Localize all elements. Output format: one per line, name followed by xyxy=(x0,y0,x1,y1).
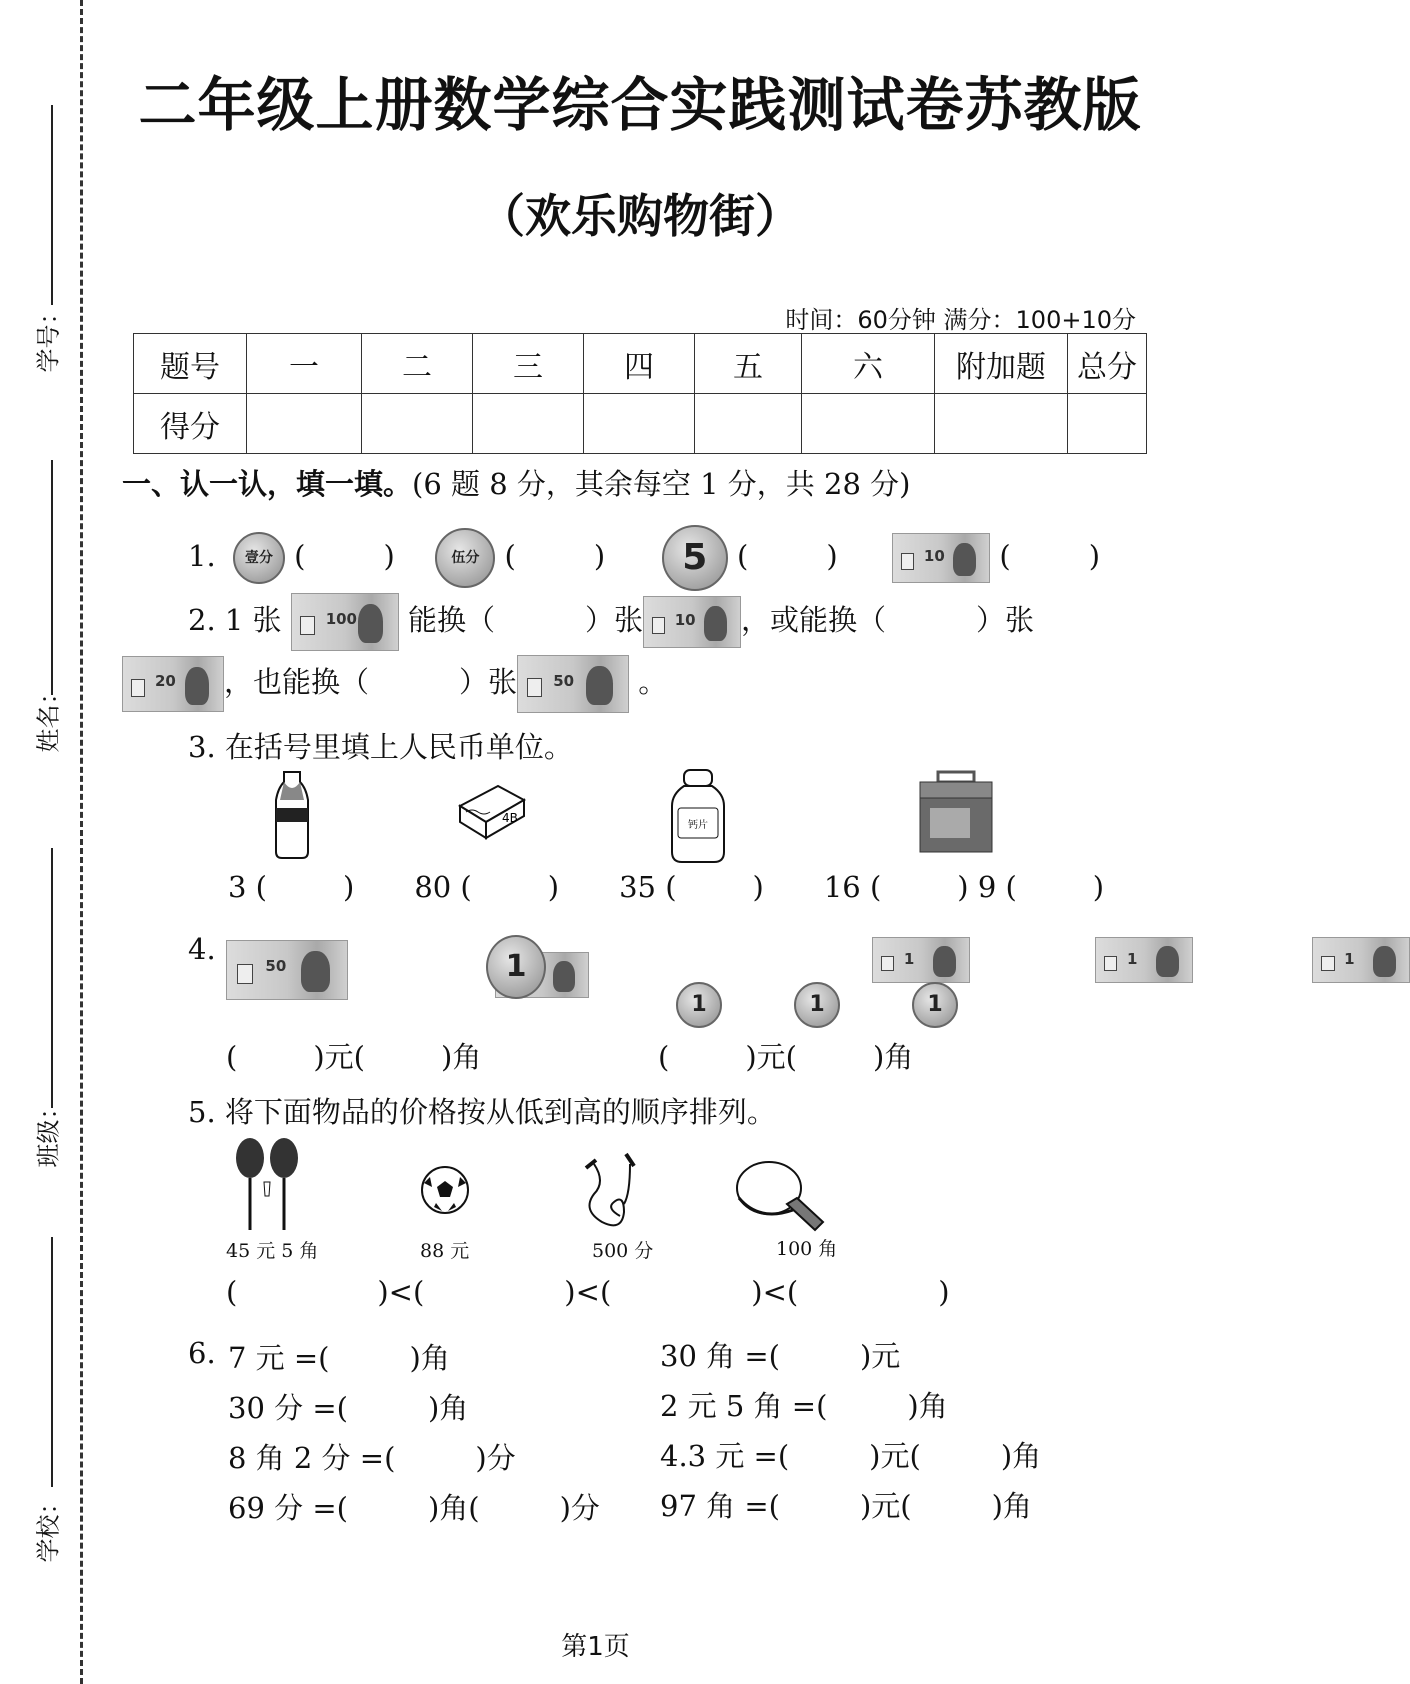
badminton-price: 45 元 5 角 xyxy=(226,1240,319,1262)
yuan-unit: 元 xyxy=(756,1040,786,1074)
ping-pong-paddle-price: 100 角 xyxy=(776,1238,838,1260)
q3-blank-2-post: ) xyxy=(547,870,560,904)
q2-text-b: 能换（ xyxy=(408,603,496,637)
q6-text: )角 xyxy=(907,1389,948,1423)
banknote-20-yuan-icon xyxy=(122,656,224,712)
score-header-cell: 题号 xyxy=(134,334,247,394)
q6-number: 6. xyxy=(188,1336,216,1370)
football-price: 88 元 xyxy=(420,1240,470,1262)
q6-text: )分 xyxy=(475,1441,516,1475)
school-label: 学校： xyxy=(34,1490,63,1563)
q4-answer-2: ( )元( )角 xyxy=(658,1040,914,1074)
class-underline xyxy=(51,848,53,1108)
q3-blank-5-pre: ) 9 ( xyxy=(957,870,1017,904)
coin-5-jiao-icon: 5 xyxy=(662,525,728,591)
q6-text: 7 元 =( xyxy=(228,1341,330,1375)
score-header-cell: 一 xyxy=(247,334,362,394)
score-table-score-row xyxy=(134,394,1147,454)
coin-1-yuan-icon: 1 xyxy=(794,982,840,1028)
score-input-cell[interactable] xyxy=(935,394,1068,454)
q3-blank-5-post: ) xyxy=(1092,870,1105,904)
milk-bottle-icon xyxy=(272,768,312,860)
q3-blank-3-post: ) xyxy=(752,870,764,904)
q3-blank-1-pre: 3 ( xyxy=(228,870,267,904)
q6-text: )元 xyxy=(859,1339,901,1373)
school-underline xyxy=(51,1237,53,1487)
binding-dashed-line xyxy=(80,0,83,1684)
question-3-prompt: 3. 在括号里填上人民币单位。 xyxy=(188,730,573,764)
q2-text-a: 2. 1 张 xyxy=(188,603,282,637)
q2-text-e: ）张 xyxy=(976,603,1035,637)
question-2-line-2 xyxy=(122,655,667,713)
page-title: 二年级上册数学综合实践测试卷苏教版 xyxy=(138,71,1142,139)
q1-blank-1[interactable]: ( ) xyxy=(294,539,395,573)
q1-blank-3[interactable]: ( ) xyxy=(736,539,838,573)
q6-text: )角( xyxy=(427,1491,480,1525)
score-header-cell: 二 xyxy=(362,334,473,394)
q3-blank-2-pre: 80 ( xyxy=(414,870,472,904)
q2-text-c: ）张 xyxy=(585,603,644,637)
score-table xyxy=(133,333,1147,454)
score-input-cell[interactable] xyxy=(695,394,802,454)
q2-text-h: 。 xyxy=(638,665,668,699)
q6-text: 2 元 5 角 =( xyxy=(660,1389,828,1423)
banknote-10-yuan-icon xyxy=(643,596,741,648)
yuan-unit: 元 xyxy=(324,1040,354,1074)
jiao-unit: 角 xyxy=(452,1040,482,1074)
banknote-value: 20 xyxy=(155,672,176,691)
question-3-blanks xyxy=(228,870,1104,904)
score-header-cell: 四 xyxy=(584,334,695,394)
student-id-underline xyxy=(51,105,53,305)
q6-text: )分 xyxy=(559,1491,600,1525)
q6-text: )元( xyxy=(859,1489,912,1523)
q3-blank-3-pre: 35 ( xyxy=(619,870,677,904)
q6-right-3 xyxy=(660,1434,1041,1475)
football-icon xyxy=(420,1165,470,1215)
q6-text: 69 分 =( xyxy=(228,1491,348,1525)
ping-pong-paddle-icon xyxy=(735,1160,827,1232)
page-number: 第1页 xyxy=(561,1632,630,1662)
banknote-value: 1 xyxy=(1344,950,1355,969)
q6-text: )角 xyxy=(1000,1439,1042,1473)
section-1-scoring: (6 题 8 分，其余每空 1 分，共 28 分) xyxy=(412,467,911,501)
score-header-cell: 五 xyxy=(695,334,802,394)
q3-blank-1-post: ) xyxy=(342,870,355,904)
jump-rope-price: 500 分 xyxy=(592,1240,654,1262)
section-1-title: 一、认一认，填一填。 xyxy=(122,467,413,501)
q2-text-f: ，也能换（ xyxy=(224,665,370,699)
exam-meta: 时间：60分钟 满分：100+10分 xyxy=(785,306,1136,334)
q2-text-d: ，或能换（ xyxy=(741,603,887,637)
score-header-cell: 附加题 xyxy=(935,334,1068,394)
question-1 xyxy=(188,525,1109,591)
q6-left-4 xyxy=(228,1486,600,1527)
banknote-value: 50 xyxy=(553,671,575,690)
coin-1-yuan-icon: 1 xyxy=(486,935,546,999)
banknote-50-yuan-icon xyxy=(517,655,629,713)
q6-text: )元( xyxy=(869,1439,921,1473)
banknote-10-yuan-icon xyxy=(892,533,990,583)
student-id-label: 学号： xyxy=(34,300,63,373)
score-input-cell[interactable] xyxy=(362,394,473,454)
q4-answer-1: ( )元( )角 xyxy=(226,1040,482,1074)
score-table-header-row xyxy=(134,334,1147,394)
q6-text: 30 角 =( xyxy=(660,1339,780,1373)
coin-1-fen-icon: 壹分 xyxy=(233,532,285,584)
score-header-cell: 三 xyxy=(473,334,584,394)
question-5-prompt: 5. 将下面物品的价格按从低到高的顺序排列。 xyxy=(188,1095,776,1129)
banknote-value: 100 xyxy=(325,609,357,628)
q5-ordering-blanks: ( )<( )<( )<( ) xyxy=(226,1275,950,1309)
banknote-value: 50 xyxy=(265,957,287,976)
q6-text: )角 xyxy=(991,1489,1032,1523)
name-label: 姓名： xyxy=(34,680,63,753)
score-row-label: 得分 xyxy=(134,394,247,454)
q6-left-2 xyxy=(228,1386,468,1427)
q6-text: 30 分 =( xyxy=(228,1391,348,1425)
svg-text:钙片: 钙片 xyxy=(688,820,708,831)
name-underline xyxy=(51,460,53,695)
banknote-1-yuan-icon xyxy=(872,937,970,983)
score-input-cell[interactable] xyxy=(584,394,695,454)
less-than-sign: < xyxy=(388,1275,413,1309)
section-1-heading xyxy=(122,462,910,503)
eraser-icon xyxy=(458,778,528,840)
calcium-tablet-bottle-icon xyxy=(670,768,726,864)
score-header-cell: 总分 xyxy=(1068,334,1147,394)
q6-left-1 xyxy=(228,1336,450,1377)
banknote-100-yuan-icon xyxy=(291,593,399,651)
score-input-cell[interactable] xyxy=(1068,394,1147,454)
q1-number: 1. xyxy=(188,539,216,573)
question-2-line-1 xyxy=(188,593,1034,651)
q6-right-1 xyxy=(660,1334,900,1375)
q4-number: 4. xyxy=(188,932,216,966)
jump-rope-icon xyxy=(580,1150,640,1230)
coin-1-yuan-icon: 1 xyxy=(676,982,722,1028)
banknote-50-yuan-icon xyxy=(226,940,348,1000)
crayon-box-icon xyxy=(918,770,994,854)
q6-text: 8 角 2 分 =( xyxy=(228,1441,396,1475)
coin-1-yuan-icon: 1 xyxy=(912,982,958,1028)
banknote-value: 1 xyxy=(1127,950,1138,969)
coin-5-fen-icon: 伍分 xyxy=(435,528,495,588)
q3-blank-4-pre: 16 ( xyxy=(823,870,882,904)
class-label: 班级： xyxy=(34,1095,63,1168)
banknote-1-yuan-icon xyxy=(1095,937,1193,983)
q2-text-g: ）张 xyxy=(459,665,518,699)
q1-blank-2[interactable]: ( ) xyxy=(504,539,606,573)
score-input-cell[interactable] xyxy=(473,394,584,454)
q6-text: )角 xyxy=(409,1341,450,1375)
q6-left-3 xyxy=(228,1436,516,1477)
less-than-sign: < xyxy=(762,1275,787,1309)
less-than-sign: < xyxy=(575,1275,600,1309)
q6-right-2 xyxy=(660,1384,948,1425)
banknote-value: 10 xyxy=(923,547,945,566)
score-input-cell[interactable] xyxy=(802,394,935,454)
badminton-rackets-icon xyxy=(234,1136,306,1232)
score-input-cell[interactable] xyxy=(247,394,362,454)
banknote-value: 1 xyxy=(903,950,915,969)
jiao-unit: 角 xyxy=(884,1040,914,1074)
svg-text:4B: 4B xyxy=(502,811,518,825)
q1-blank-4[interactable]: ( ) xyxy=(999,539,1101,573)
q6-text: )角 xyxy=(427,1391,469,1425)
banknote-value: 10 xyxy=(674,611,696,629)
q6-right-4 xyxy=(660,1484,1032,1525)
page-subtitle: （欢乐购物街） xyxy=(479,189,801,243)
q6-text: 4.3 元 =( xyxy=(660,1439,790,1473)
score-header-cell: 六 xyxy=(802,334,935,394)
banknote-1-yuan-icon xyxy=(1312,937,1410,983)
q6-text: 97 角 =( xyxy=(660,1489,780,1523)
